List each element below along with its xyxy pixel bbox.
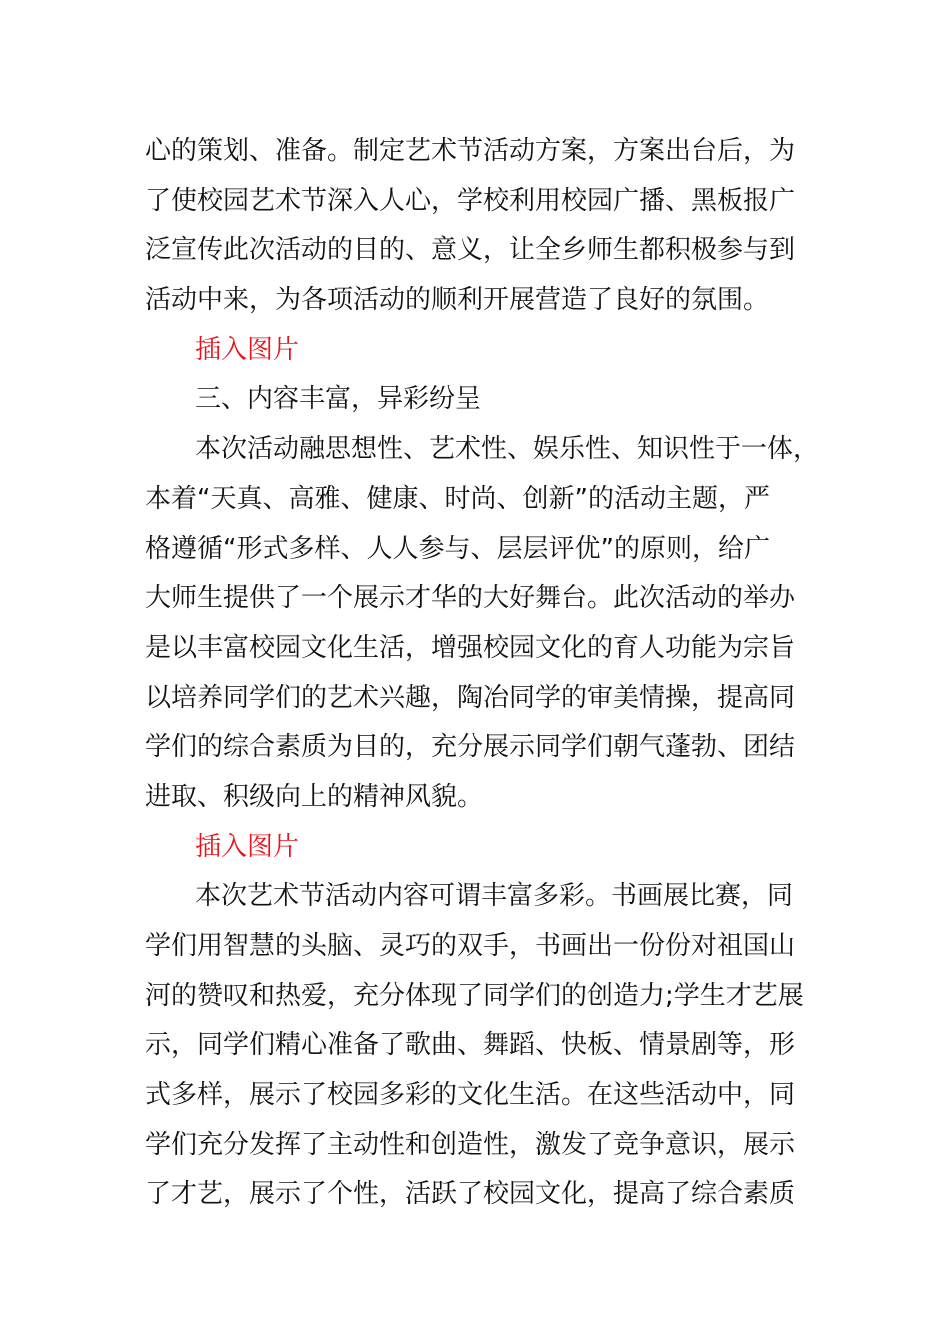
text-line: 式多样，展示了校园多彩的文化生活。在这些活动中，同 [145, 1080, 796, 1111]
text-line: 以培养同学们的艺术兴趣，陶冶同学的审美情操，提高同 [145, 682, 796, 713]
text-line: 本着“天真、高雅、健康、时尚、创新”的活动主题，严 [145, 483, 770, 514]
text-line: 进取、积级向上的精神风貌。 [145, 781, 484, 812]
text-line: 活动中来，为各项活动的顺利开展营造了良好的氛围。 [145, 285, 770, 316]
text-line: 泛宣传此次活动的目的、意义，让全乡师生都积极参与到 [145, 235, 796, 266]
text-line: 本次活动融思想性、艺术性、娱乐性、知识性于一体， [195, 434, 820, 465]
text-line: 是以丰富校园文化生活，增强校园文化的育人功能为宗旨 [145, 632, 796, 663]
insert-image-placeholder: 插入图片 [195, 831, 300, 862]
text-line: 了才艺，展示了个性，活跃了校园文化，提高了综合素质 [145, 1179, 796, 1210]
document-body [145, 127, 820, 1220]
text-line: 心的策划、准备。制定艺术节活动方案，方案出台后，为 [145, 136, 796, 166]
insert-image-placeholder: 插入图片 [195, 334, 300, 365]
text-line: 学们充分发挥了主动性和创造性，激发了竞争意识，展示 [145, 1129, 796, 1160]
text-line: 学们用智慧的头脑、灵巧的双手，书画出一份份对祖国山 [145, 931, 796, 961]
text-line: 了使校园艺术节深入人心，学校利用校园广播、黑板报广 [145, 185, 796, 216]
text-line: 学们的综合素质为目的，充分展示同学们朝气蓬勃、团结 [145, 732, 796, 763]
text-line: 示，同学们精心准备了歌曲、舞蹈、快板、情景剧等，形 [145, 1030, 796, 1061]
text-line: 河的赞叹和热爱，充分体现了同学们的创造力;学生才艺展 [145, 980, 804, 1011]
text-line: 格遵循“形式多样、人人参与、层层评优”的原则，给广 [145, 533, 770, 564]
text-line: 三、内容丰富，异彩纷呈 [195, 384, 482, 415]
text-line: 本次艺术节活动内容可谓丰富多彩。书画展比赛，同 [195, 881, 794, 912]
text-line: 大师生提供了一个展示才华的大好舞台。此次活动的举办 [145, 583, 796, 614]
